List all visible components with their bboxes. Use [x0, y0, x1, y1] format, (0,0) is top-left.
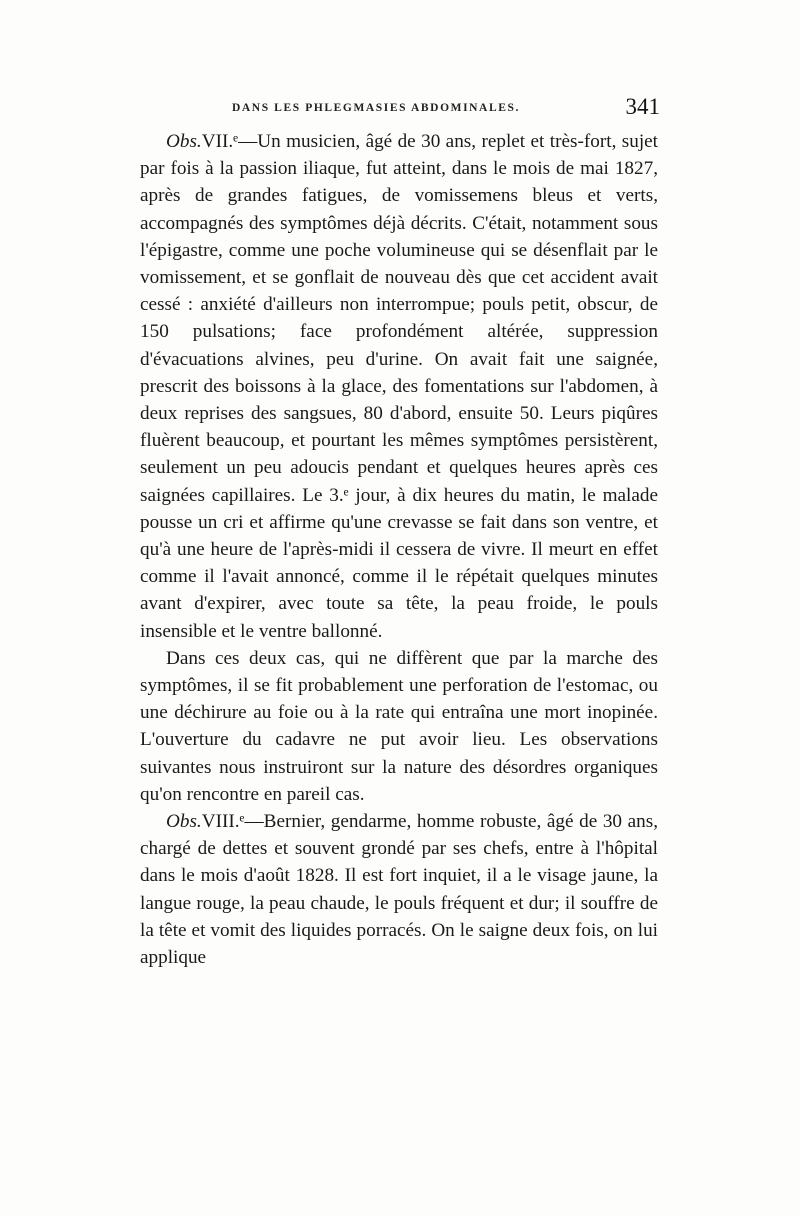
paragraph-commentary: [140, 645, 658, 808]
paragraph-text: Dans ces deux cas, qui ne diffèrent que par la marche des symptômes, il se fit probablement une perforation de l'estomac, ou une déchirure au foie ou à la rate qui entraîna une mort inopinée. L'ouverture du cadavre ne put avoir lieu. Les observations suivantes nous instruiront sur la nature des désordres organiques qu'on rencontre en pareil cas.: [140, 647, 658, 805]
page-number: 341: [625, 94, 660, 119]
paragraph-obs-vii: [140, 128, 658, 645]
running-title: DANS LES PHLEGMASIES ABDOMINALES.: [232, 102, 520, 114]
paragraph-text: VII.ᵉ—Un musicien, âgé de 30 ans, replet et très-fort, sujet par fois à la passion iliaque, fut atteint, dans le mois de mai 1827, après de grandes fatigues, de vomissemens bleus et verts, accompagnés des symptômes déjà décrits. C'était, notamment sous l'épigastre, comme une poche volumineuse qui se désenflait par le vomissement, et se gonflait de nouveau dès que cet accident avait cessé : anxiété d'ailleurs non interrompue; pouls petit, obscur, de 150 pulsations; face profondément altérée, suppression d'évacuations alvines, peu d'urine. On avait fait une saignée, prescrit des boissons à la glace, des fomentations sur l'abdomen, à deux reprises des sangsues, 80 d'abord, ensuite 50. Leurs piqûres fluèrent beaucoup, et pourtant les mêmes symptômes persistèrent, seulement un peu adoucis pendant et quelques heures après ces saignées capillaires. Le 3.ᵉ jour, à dix heures du matin, le malade pousse un cri et affirme qu'une crevasse se fait dans son ventre, et qu'à une heure de l'après-midi il cessera de vivre. Il meurt en effet comme il l'avait annoncé, comme il le répétait quelques minutes avant d'expirer, avec toute sa tête, la peau froide, le pouls insensible et le ventre ballonné.: [140, 131, 658, 642]
observation-label: Obs.: [166, 131, 202, 152]
observation-label: Obs.: [166, 811, 202, 833]
running-header: [140, 96, 662, 124]
body-text: [140, 128, 658, 971]
paragraph-text: VIII.ᵉ—Bernier, gendarme, homme robuste, âgé de 30 ans, chargé de dettes et souvent grondé par ses chefs, entre à l'hôpital dans le mois d'août 1828. Il est fort inquiet, il a le visage jaune, la langue rouge, la peau chaude, le pouls fréquent et dur; il souffre de la tête et vomit des liquides porracés. On le saigne deux fois, on lui applique: [140, 811, 658, 969]
paragraph-obs-viii: [140, 808, 658, 971]
